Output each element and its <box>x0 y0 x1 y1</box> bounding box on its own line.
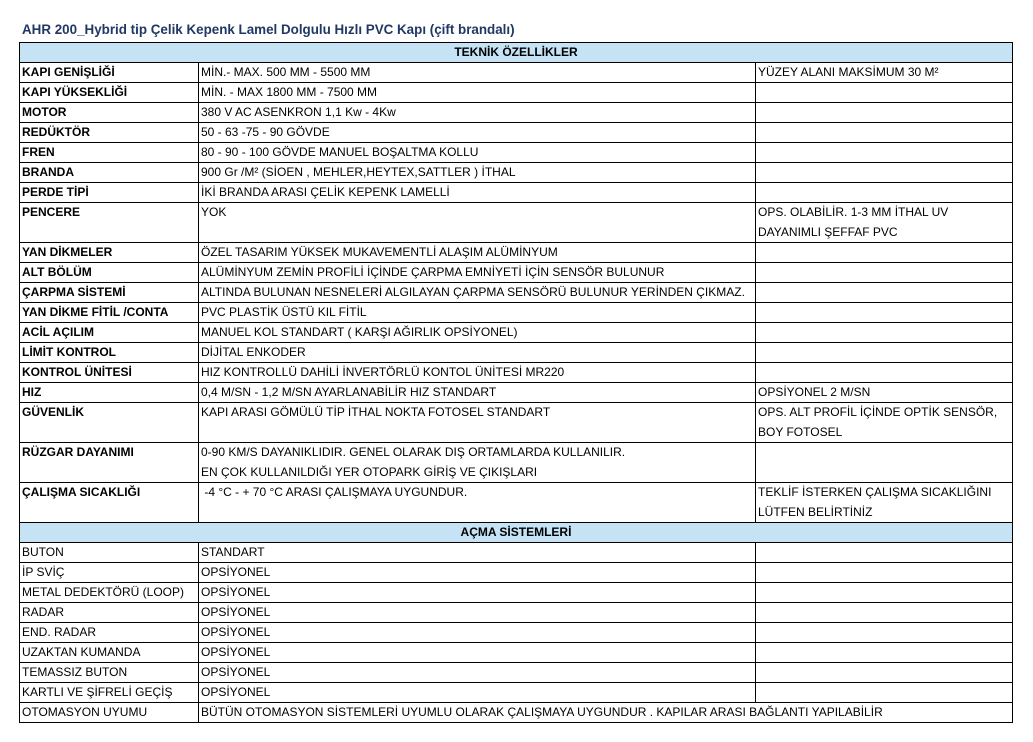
spec-label: FREN <box>20 143 198 162</box>
spec-note <box>756 363 1012 382</box>
spec-label: OTOMASYON UYUMU <box>20 703 198 722</box>
spec-value: ÖZEL TASARIM YÜKSEK MUKAVEMENTLİ ALAŞIM ALÜMİNYUM <box>199 243 755 262</box>
spec-sheet <box>19 42 1013 723</box>
spec-note <box>756 343 1012 362</box>
spec-note: TEKLİF İSTERKEN ÇALIŞMA SICAKLIĞINI LÜTFEN BELİRTİNİZ <box>756 483 1012 522</box>
spec-value: OPSİYONEL <box>199 563 755 582</box>
spec-note <box>756 603 1012 622</box>
spec-label: YAN DİKMELER <box>20 243 198 262</box>
spec-value: 0,4 M/SN - 1,2 M/SN AYARLANABİLİR HIZ STANDART <box>199 383 755 402</box>
spec-label: UZAKTAN KUMANDA <box>20 643 198 662</box>
section-heading: TEKNİK ÖZELLİKLER <box>20 43 1012 62</box>
spec-value: OPSİYONEL <box>199 583 755 602</box>
spec-value: OPSİYONEL <box>199 623 755 642</box>
spec-value: -4 °C - + 70 °C ARASI ÇALIŞMAYA UYGUNDUR. <box>199 483 755 522</box>
spec-note <box>756 663 1012 682</box>
spec-label: KAPI GENİŞLİĞİ <box>20 63 198 82</box>
spec-note <box>756 183 1012 202</box>
spec-note <box>756 323 1012 342</box>
spec-value: ALÜMİNYUM ZEMİN PROFİLİ İÇİNDE ÇARPMA EMNİYETİ İÇİN SENSÖR BULUNUR <box>199 263 755 282</box>
spec-value: 50 - 63 -75 - 90 GÖVDE <box>199 123 755 142</box>
spec-value: BÜTÜN OTOMASYON SİSTEMLERİ UYUMLU OLARAK ÇALIŞMAYA UYGUNDUR . KAPILAR ARASI BAĞLANTI YAPILABİLİR <box>199 703 1012 722</box>
spec-label: YAN DİKME FİTİL /CONTA <box>20 303 198 322</box>
spec-value: KAPI ARASI GÖMÜLÜ TİP İTHAL NOKTA FOTOSEL STANDART <box>199 403 755 442</box>
spec-label: BUTON <box>20 543 198 562</box>
spec-label: TEMASSIZ BUTON <box>20 663 198 682</box>
spec-note <box>756 263 1012 282</box>
spec-label: REDÜKTÖR <box>20 123 198 142</box>
spec-note <box>756 443 1012 482</box>
spec-note <box>756 563 1012 582</box>
spec-value: 80 - 90 - 100 GÖVDE MANUEL BOŞALTMA KOLLU <box>199 143 755 162</box>
spec-label: ACİL AÇILIM <box>20 323 198 342</box>
document-title: AHR 200_Hybrid tip Çelik Kepenk Lamel Dolgulu Hızlı PVC Kapı (çift brandalı) <box>22 22 515 37</box>
spec-value: 900 Gr /M² (SİOEN , MEHLER,HEYTEX,SATTLER ) İTHAL <box>199 163 755 182</box>
spec-note <box>756 163 1012 182</box>
spec-label: METAL DEDEKTÖRÜ (LOOP) <box>20 583 198 602</box>
spec-note: OPSİYONEL 2 M/SN <box>756 383 1012 402</box>
spec-value: 0-90 KM/S DAYANIKLIDIR. GENEL OLARAK DIŞ ORTAMLARDA KULLANILIR. EN ÇOK KULLANILDIĞI YER OTOPARK GİRİŞ VE ÇIKIŞLARI <box>199 443 755 482</box>
spec-value: STANDART <box>199 543 755 562</box>
spec-label: KARTLI VE ŞİFRELİ GEÇİŞ <box>20 683 198 702</box>
spec-value: MİN.- MAX. 500 MM - 5500 MM <box>199 63 755 82</box>
spec-note <box>756 83 1012 102</box>
spec-note <box>756 623 1012 642</box>
spec-value: OPSİYONEL <box>199 683 755 702</box>
spec-label: KONTROL ÜNİTESİ <box>20 363 198 382</box>
spec-note <box>756 543 1012 562</box>
spec-label: BRANDA <box>20 163 198 182</box>
spec-note <box>756 243 1012 262</box>
spec-label: ALT BÖLÜM <box>20 263 198 282</box>
spec-label: GÜVENLİK <box>20 403 198 442</box>
spec-label: END. RADAR <box>20 623 198 642</box>
spec-label: KAPI YÜKSEKLİĞİ <box>20 83 198 102</box>
spec-value: OPSİYONEL <box>199 603 755 622</box>
spec-value: ALTINDA BULUNAN NESNELERİ ALGILAYAN ÇARPMA SENSÖRÜ BULUNUR YERİNDEN ÇIKMAZ. <box>199 283 755 302</box>
spec-label: HIZ <box>20 383 198 402</box>
spec-note: YÜZEY ALANI MAKSİMUM 30 M² <box>756 63 1012 82</box>
spec-label: İP SVİÇ <box>20 563 198 582</box>
spec-value: 380 V AC ASENKRON 1,1 Kw - 4Kw <box>199 103 755 122</box>
spec-note <box>756 303 1012 322</box>
spec-value: DİJİTAL ENKODER <box>199 343 755 362</box>
spec-note <box>756 123 1012 142</box>
spec-label: PERDE TİPİ <box>20 183 198 202</box>
spec-note <box>756 143 1012 162</box>
spec-value: İKİ BRANDA ARASI ÇELİK KEPENK LAMELLİ <box>199 183 755 202</box>
spec-note <box>756 643 1012 662</box>
spec-note <box>756 103 1012 122</box>
spec-value: PVC PLASTİK ÜSTÜ KIL FİTİL <box>199 303 755 322</box>
spec-note <box>756 583 1012 602</box>
spec-value: HIZ KONTROLLÜ DAHİLİ İNVERTÖRLÜ KONTOL ÜNİTESİ MR220 <box>199 363 755 382</box>
spec-note <box>756 683 1012 702</box>
spec-value: MANUEL KOL STANDART ( KARŞI AĞIRLIK OPSİYONEL) <box>199 323 755 342</box>
spec-label: ÇALIŞMA SICAKLIĞI <box>20 483 198 522</box>
spec-value: OPSİYONEL <box>199 643 755 662</box>
section-heading: AÇMA SİSTEMLERİ <box>20 523 1012 542</box>
spec-note: OPS. OLABİLİR. 1-3 MM İTHAL UV DAYANIMLI ŞEFFAF PVC <box>756 203 1012 242</box>
spec-label: LİMİT KONTROL <box>20 343 198 362</box>
spec-note <box>756 283 1012 302</box>
spec-label: RADAR <box>20 603 198 622</box>
spec-label: ÇARPMA SİSTEMİ <box>20 283 198 302</box>
spec-note: OPS. ALT PROFİL İÇİNDE OPTİK SENSÖR, BOY FOTOSEL <box>756 403 1012 442</box>
spec-value: YOK <box>199 203 755 242</box>
spec-value: MİN. - MAX 1800 MM - 7500 MM <box>199 83 755 102</box>
spec-label: RÜZGAR DAYANIMI <box>20 443 198 482</box>
spec-value: OPSİYONEL <box>199 663 755 682</box>
spec-label: MOTOR <box>20 103 198 122</box>
spec-label: PENCERE <box>20 203 198 242</box>
